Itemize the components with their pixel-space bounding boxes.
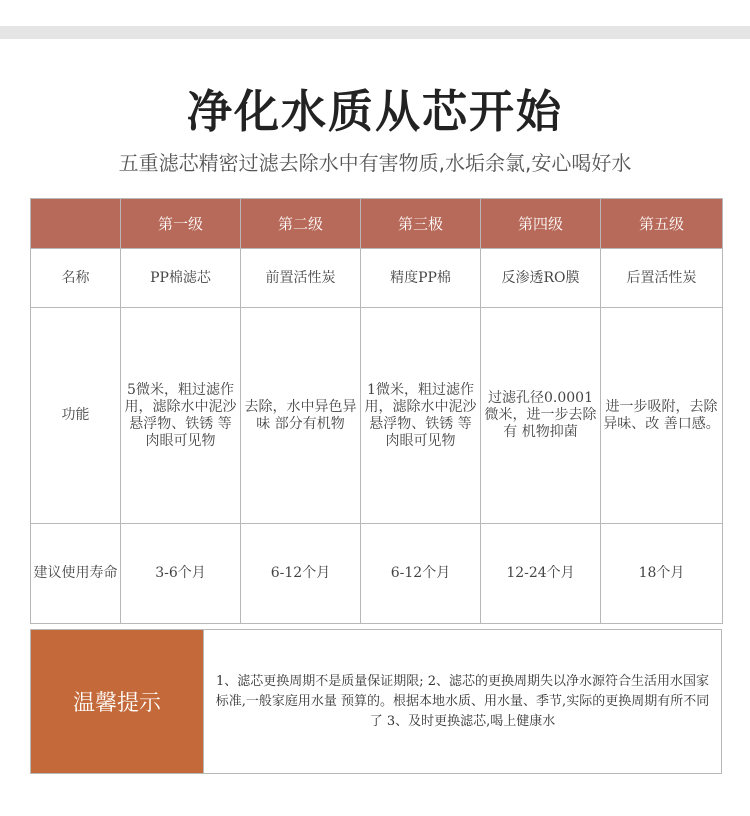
table-cell: 进一步吸附，去除异味、改 善口感。 <box>601 308 723 524</box>
table-cell: 6-12个月 <box>241 524 361 624</box>
page-title: 净化水质从芯开始 <box>186 85 563 138</box>
table-cell: 过滤孔径0.0001微米，进一步去除有 机物抑菌 <box>481 308 601 524</box>
header-cell-stage-4: 第四级 <box>481 199 601 249</box>
table-cell: 1微米，粗过滤作用，滤除水中泥沙 悬浮物、铁锈 等肉眼可见物 <box>361 308 481 524</box>
header-cell-stage-1: 第一级 <box>121 199 241 249</box>
table-cell: 6-12个月 <box>361 524 481 624</box>
header-cell-stage-5: 第五级 <box>601 199 723 249</box>
table-cell: 反渗透RO膜 <box>481 249 601 308</box>
table-cell: 3-6个月 <box>121 524 241 624</box>
table-row-function <box>31 308 723 524</box>
header-cell-stage-2: 第二级 <box>241 199 361 249</box>
table-cell: 去除，水中异色异味 部分有机物 <box>241 308 361 524</box>
tips-text: 1、滤芯更换周期不是质量保证期限; 2、滤芯的更换周期失以净水源符合生活用水国家标准,一般家庭用水量 预算的。根据本地水质、用水量、季节,实际的更换周期有所不同了 3、及时更换滤芯,喝上健康水 <box>203 630 721 773</box>
top-divider-bar <box>0 26 750 39</box>
tips-box <box>30 629 722 774</box>
table-header-row <box>31 199 723 249</box>
table-cell: PP棉滤芯 <box>121 249 241 308</box>
table-cell: 精度PP棉 <box>361 249 481 308</box>
tips-label: 温馨提示 <box>31 630 203 773</box>
table-cell: 后置活性炭 <box>601 249 723 308</box>
table-row-name <box>31 249 723 308</box>
table-cell: 12-24个月 <box>481 524 601 624</box>
header-cell-corner <box>31 199 121 249</box>
table-cell: 5微米，粗过滤作用，滤除水中泥沙 悬浮物、铁锈 等肉眼可见物 <box>121 308 241 524</box>
page-subtitle: 五重滤芯精密过滤去除水中有害物质,水垢余氯,安心喝好水 <box>118 151 632 175</box>
filter-spec-table <box>30 198 723 624</box>
table-cell: 18个月 <box>601 524 723 624</box>
header-cell-stage-3: 第三极 <box>361 199 481 249</box>
table-cell: 前置活性炭 <box>241 249 361 308</box>
row-label-lifespan: 建议使用寿命 <box>31 524 121 624</box>
row-label-function: 功能 <box>31 308 121 524</box>
table-row-lifespan <box>31 524 723 624</box>
row-label-name: 名称 <box>31 249 121 308</box>
